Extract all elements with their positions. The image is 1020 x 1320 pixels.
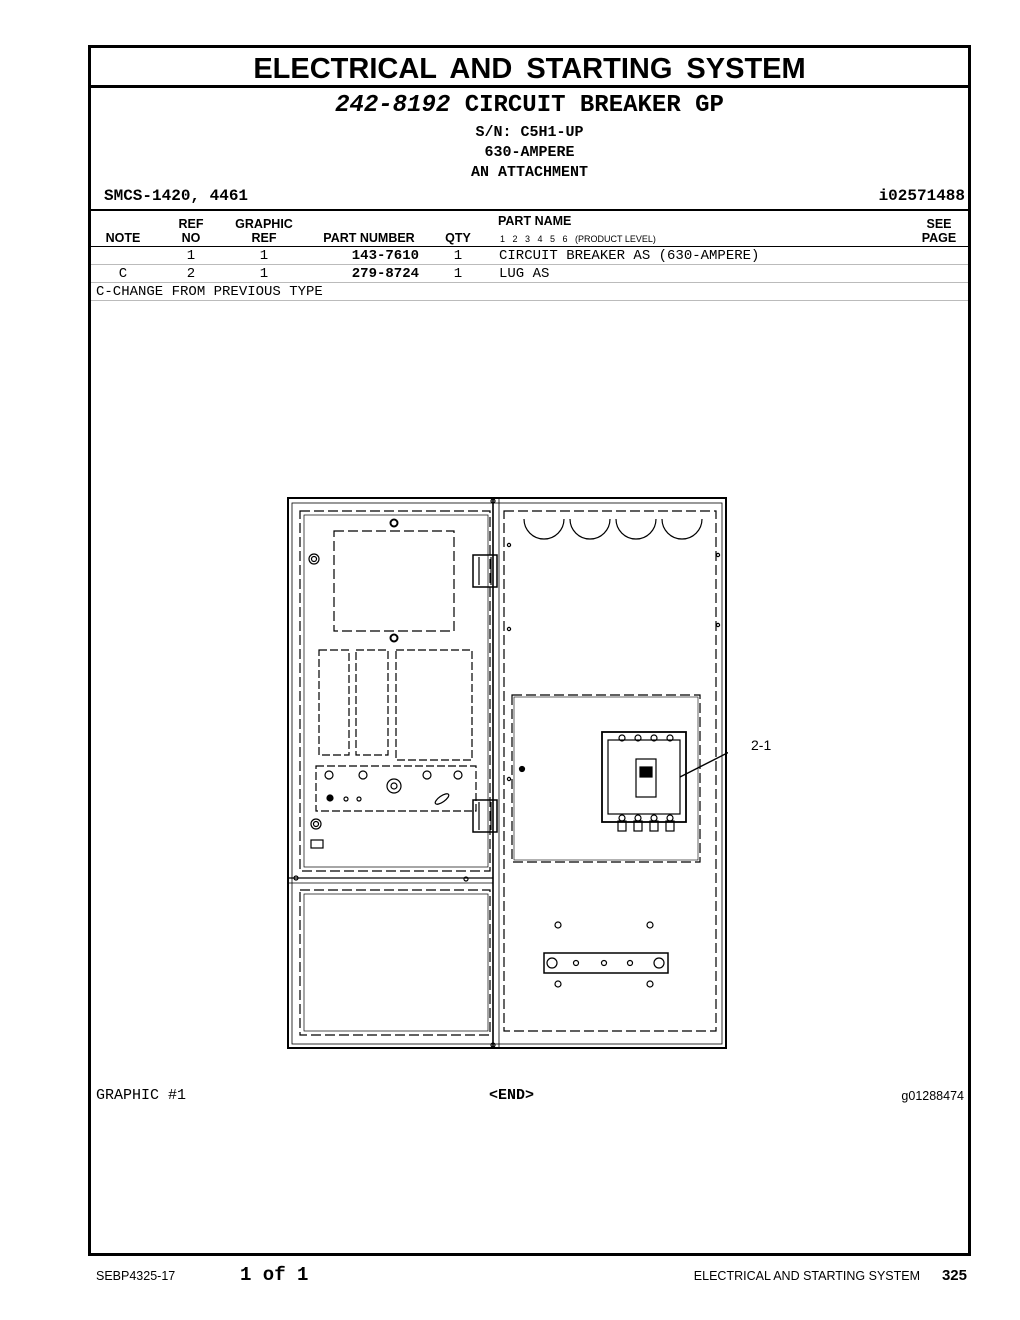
section-title: ELECTRICAL AND STARTING SYSTEM [91,48,968,88]
page-number: 325 [941,1267,967,1284]
doc-number: SEBP4325-17 [96,1269,176,1283]
row-part-name: CIRCUIT BREAKER AS (630-AMPERE) [499,248,760,264]
row-ref-no: 1 [186,248,196,264]
graphic-label: GRAPHIC #1 [96,1087,187,1104]
row-divider [91,282,968,283]
col-product-levels: 1 2 3 4 5 6 (PRODUCT LEVEL) [500,234,656,244]
row-part-name: LUG AS [499,266,550,282]
col-part-number: PART NUMBER [323,231,415,245]
graphic-id: g01288474 [901,1089,964,1103]
col-see-page-1: SEE [926,217,952,231]
change-note: C-CHANGE FROM PREVIOUS TYPE [96,284,323,300]
row-divider [91,264,968,265]
col-note: NOTE [105,231,141,245]
serial-number: S/N: C5H1-UP [475,124,584,141]
col-see-page-2: PAGE [921,231,957,245]
row-part-number[interactable]: 279-8724 [351,266,419,282]
col-graphic-ref-2: REF [251,231,277,245]
row-part-number[interactable]: 143-7610 [351,248,419,264]
rating: 630-AMPERE [484,144,575,161]
footer-section: ELECTRICAL AND STARTING SYSTEM [693,1269,920,1283]
page-of: 1 of 1 [240,1264,309,1286]
col-part-name: PART NAME [498,214,572,228]
note-divider [91,300,968,301]
col-ref-no-1: REF [178,217,204,231]
row-qty: 1 [453,266,463,282]
circuit-breaker-diagram [286,495,728,1051]
col-ref-no-2: NO [181,231,201,245]
col-qty: QTY [445,231,471,245]
row-graphic-ref: 1 [259,248,269,264]
header-rule [91,246,968,247]
row-note: C [118,266,128,282]
row-ref-no: 2 [186,266,196,282]
group-heading [91,92,968,119]
col-graphic-ref-1: GRAPHIC [235,217,293,231]
group-name: CIRCUIT BREAKER GP [464,92,724,119]
table-top-rule [91,209,968,211]
group-number[interactable]: 242-8192 [335,92,451,119]
attachment-type: AN ATTACHMENT [470,164,589,181]
end-marker: <END> [489,1087,535,1104]
smcs-codes: SMCS-1420, 4461 [104,187,249,205]
illustration-id: i02571488 [878,187,965,205]
row-graphic-ref: 1 [259,266,269,282]
callout-2-1: 2-1 [751,737,772,753]
page-frame [88,45,971,1256]
row-qty: 1 [453,248,463,264]
